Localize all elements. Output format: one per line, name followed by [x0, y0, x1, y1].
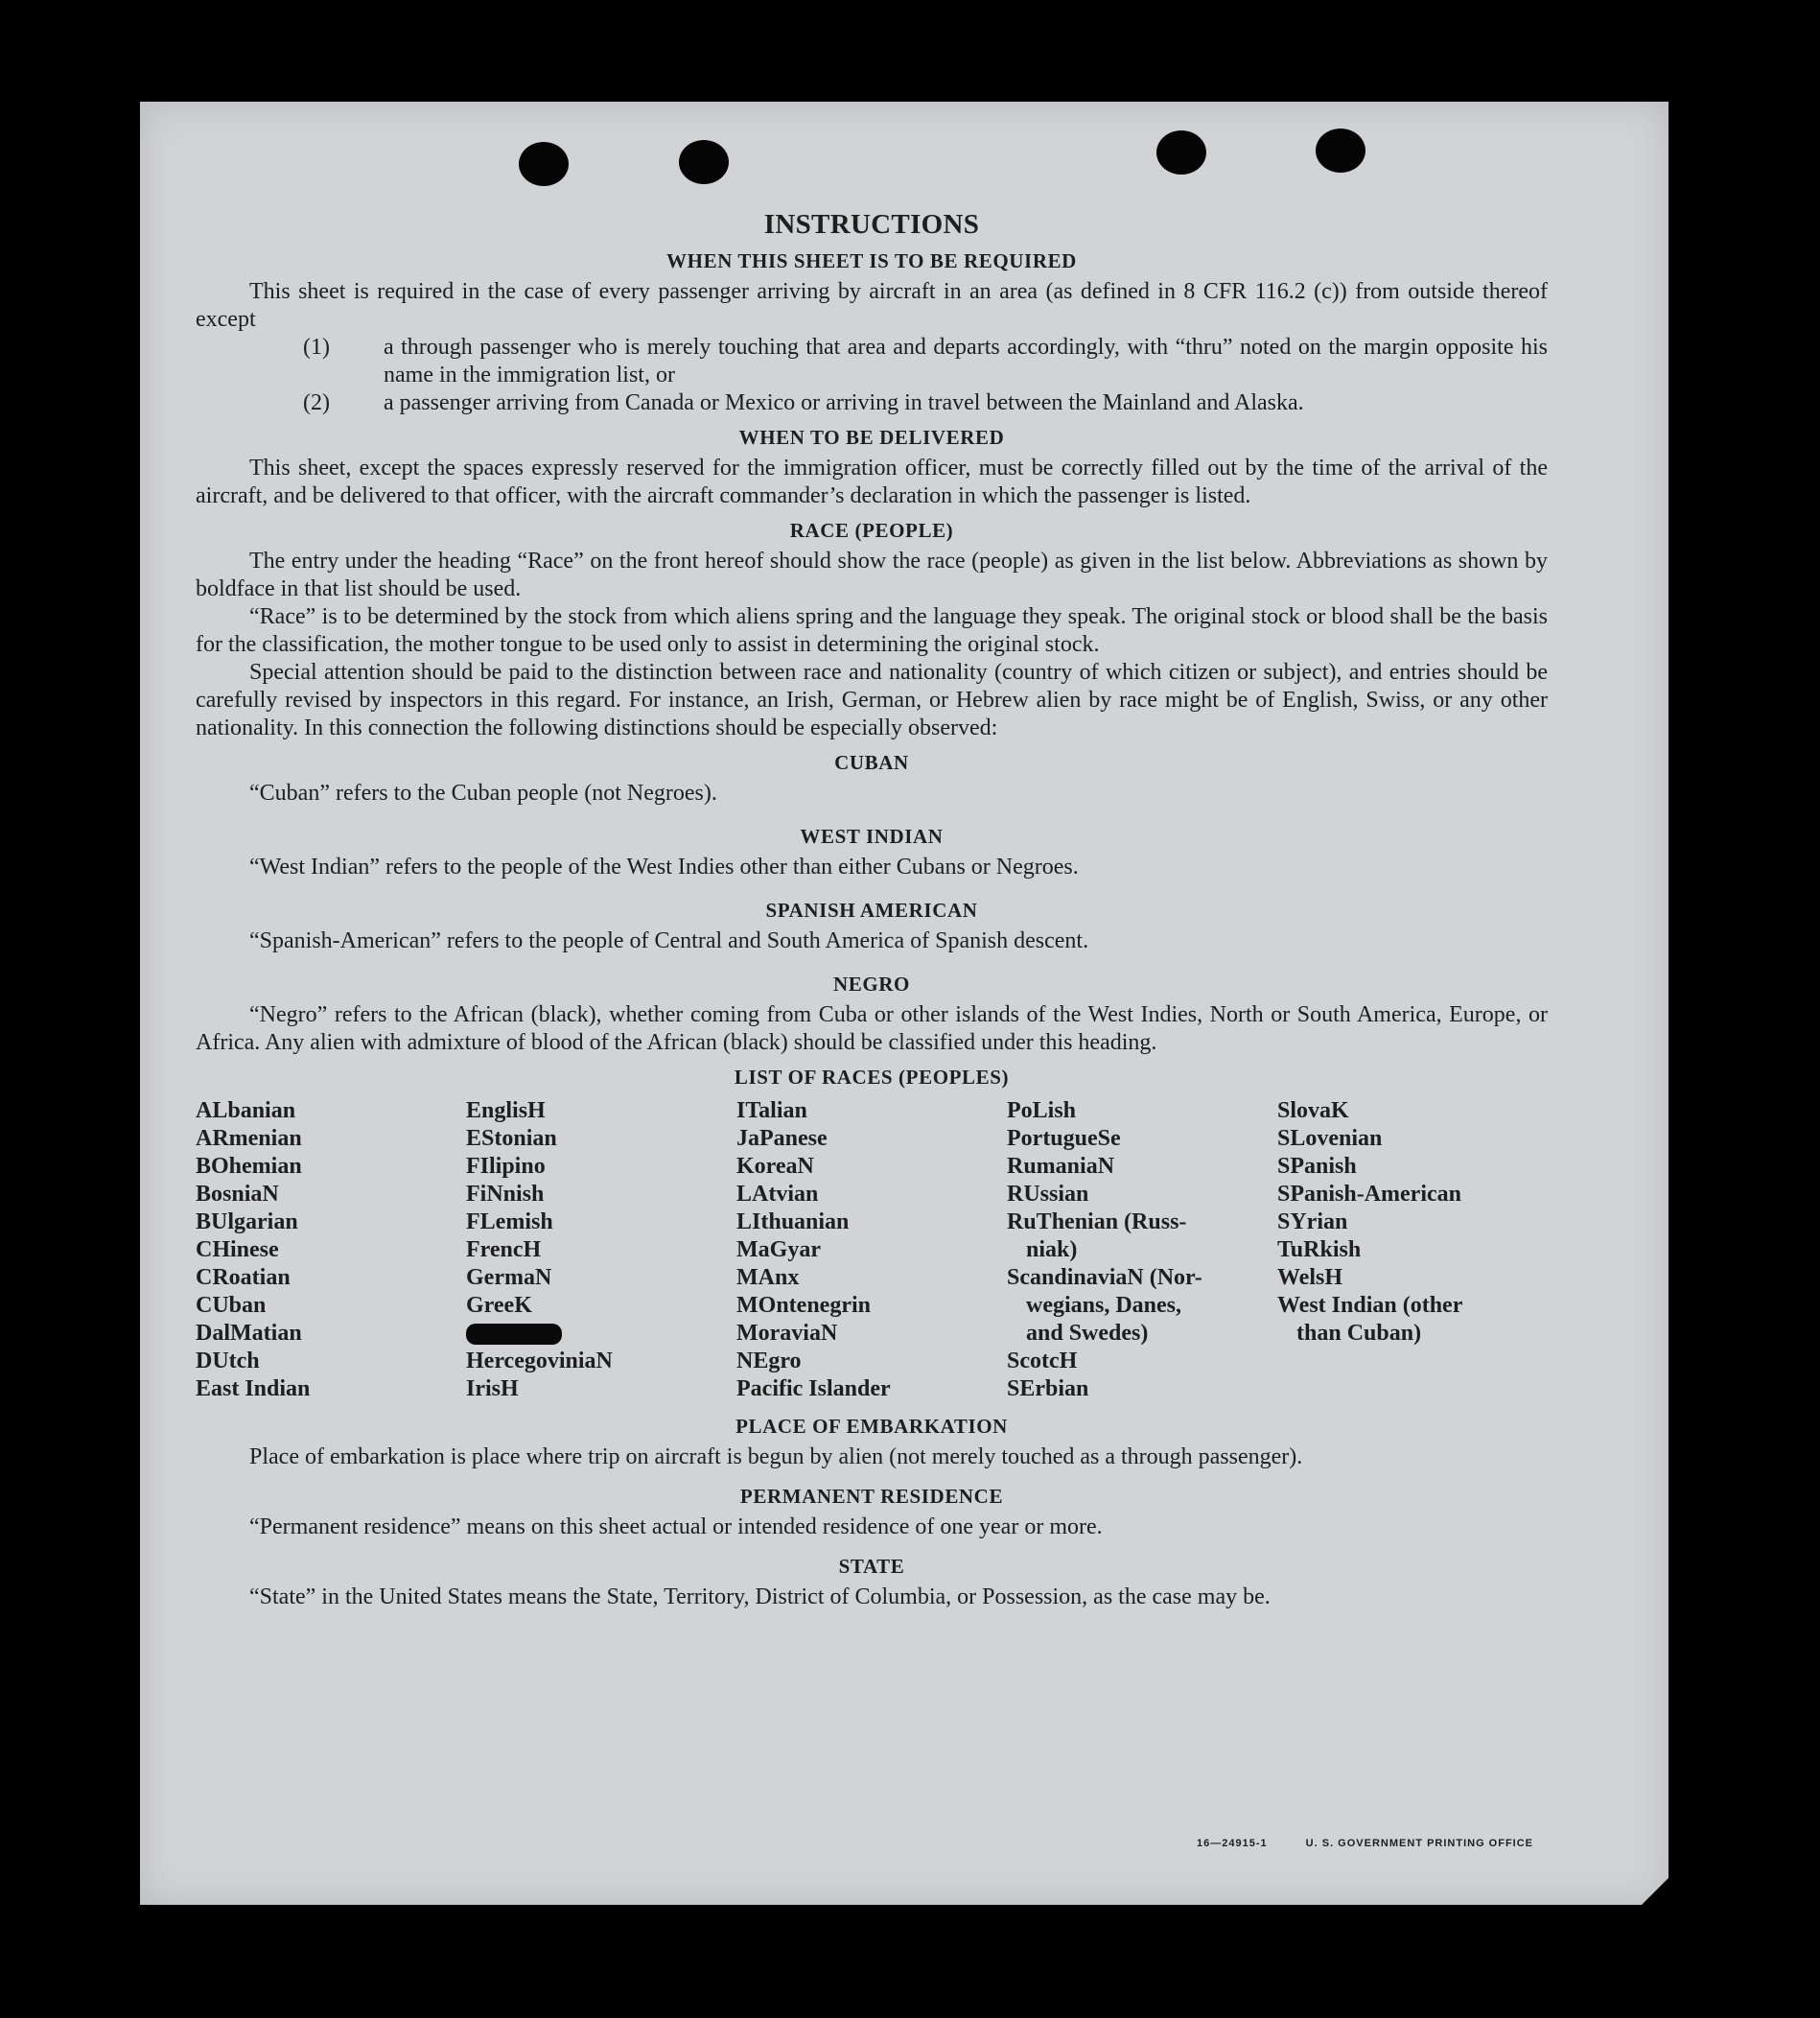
race-entry: CUban: [196, 1293, 267, 1318]
redacted-entry: [466, 1320, 736, 1348]
section-heading: WHEN TO BE DELIVERED: [738, 426, 1005, 449]
paragraph: “Race” is to be determined by the stock from which aliens spring and the language they speak. The original stock or blood shall be the basis for the classification, the mother tongue to be used only to assist in determining the original stock.: [196, 604, 1548, 657]
race-entry: than Cuban): [1296, 1321, 1422, 1346]
race-entry: Pacific Islander: [736, 1376, 891, 1401]
form-number: 16—24915-1: [1197, 1838, 1268, 1849]
punch-hole: [1316, 129, 1365, 173]
punch-hole: [1156, 130, 1206, 175]
race-column: [736, 1097, 1007, 1403]
race-entry: SYrian: [1277, 1209, 1348, 1234]
race-entry: RuThenian (Russ-: [1007, 1209, 1187, 1234]
race-entry: IrisH: [466, 1376, 519, 1401]
item-number: (1): [303, 335, 330, 360]
race-entry: FIlipino: [466, 1154, 546, 1179]
redaction-mark: [466, 1324, 562, 1345]
paragraph: This sheet, except the spaces expressly reserved for the immigration officer, must be correctly filled out by the time of the arrival of the aircraft, and be delivered to that officer, with the aircraft commander’s declaration in which the passenger is listed.: [196, 456, 1548, 508]
page-title: INSTRUCTIONS: [763, 209, 980, 240]
paragraph: “Permanent residence” means on this sheet actual or intended residence of one year or more.: [249, 1514, 1103, 1539]
race-entry: BOhemian: [196, 1154, 302, 1179]
paragraph: Place of embarkation is place where trip on aircraft is begun by alien (not merely touched as a through passenger).: [249, 1444, 1303, 1469]
race-column: [1007, 1097, 1277, 1403]
race-entry: PortugueSe: [1007, 1126, 1121, 1151]
race-entry: MoraviaN: [736, 1321, 838, 1346]
race-entry: and Swedes): [1026, 1321, 1149, 1346]
document-page: [140, 102, 1668, 1905]
instructions-body: [196, 209, 1548, 1611]
race-entry: MaGyar: [736, 1237, 821, 1262]
race-entry: TuRkish: [1277, 1237, 1362, 1262]
race-column: [1277, 1097, 1548, 1403]
item-number: (2): [303, 390, 330, 415]
section-heading: WEST INDIAN: [800, 825, 944, 848]
race-entry: niak): [1026, 1237, 1078, 1262]
race-entry: CRoatian: [196, 1265, 291, 1290]
list-item: [303, 334, 1548, 389]
printer-name: U. S. GOVERNMENT PRINTING OFFICE: [1305, 1838, 1534, 1849]
section-heading: NEGRO: [832, 973, 910, 996]
race-column: [466, 1097, 736, 1403]
race-entry: BUlgarian: [196, 1209, 298, 1234]
paragraph: “Spanish-American” refers to the people of Central and South America of Spanish descent.: [249, 928, 1089, 953]
printer-imprint: [1197, 1838, 1533, 1849]
paragraph: “Negro” refers to the African (black), whether coming from Cuba or other islands of the West Indies, North or South America, Europe, or Africa. Any alien with admixture of blood of the African (black) should be classified under this heading.: [196, 1002, 1548, 1055]
race-column: [196, 1097, 466, 1403]
race-entry: ITalian: [736, 1098, 807, 1123]
race-entry: MOntenegrin: [736, 1293, 871, 1318]
race-entry: GreeK: [466, 1293, 532, 1318]
race-entry: EStonian: [466, 1126, 557, 1151]
race-entry: DUtch: [196, 1349, 260, 1373]
paragraph: Special attention should be paid to the distinction between race and nationality (country of which citizen or subject), and entries should be carefully revised by inspectors in this regard. For instance, an Irish, German, or Hebrew alien by race might be of English, Swiss, or any other nationality. In this connection the following distinctions should be especially observed:: [196, 660, 1548, 740]
race-entry: BosniaN: [196, 1182, 279, 1207]
race-entry: FLemish: [466, 1209, 553, 1234]
section-heading: PERMANENT RESIDENCE: [739, 1485, 1004, 1508]
paragraph: “State” in the United States means the State, Territory, District of Columbia, or Possession, as the case may be.: [249, 1584, 1271, 1609]
race-entry: ScotcH: [1007, 1349, 1078, 1373]
race-entry: GermaN: [466, 1265, 552, 1290]
race-entry: KoreaN: [736, 1154, 814, 1179]
race-entry: West Indian (other: [1277, 1293, 1463, 1318]
race-entry: CHinese: [196, 1237, 279, 1262]
race-entry: SlovaK: [1277, 1098, 1349, 1123]
race-entry: MAnx: [736, 1265, 800, 1290]
item-text: a passenger arriving from Canada or Mexico or arriving in travel between the Mainland and Alaska.: [384, 390, 1304, 415]
section-heading: RACE (PEOPLE): [789, 519, 954, 542]
punch-hole: [519, 142, 569, 186]
race-entry: East Indian: [196, 1376, 311, 1401]
folded-corner: [1642, 1878, 1668, 1905]
race-entry: FiNnish: [466, 1182, 545, 1207]
race-entry: FrencH: [466, 1237, 542, 1262]
section-heading: LIST OF RACES (PEOPLES): [734, 1066, 1010, 1089]
paragraph: The entry under the heading “Race” on the front hereof should show the race (people) as given in the list below. Abbreviations as shown by boldface in that list should be used.: [196, 549, 1548, 601]
race-entry: LIthuanian: [736, 1209, 850, 1234]
race-entry: ScandinaviaN (Nor-: [1007, 1265, 1202, 1290]
race-entry: wegians, Danes,: [1026, 1293, 1182, 1318]
section-heading: CUBAN: [834, 751, 909, 774]
race-entry: ARmenian: [196, 1126, 302, 1151]
race-entry: NEgro: [736, 1349, 802, 1373]
race-entry: RUssian: [1007, 1182, 1089, 1207]
race-entry: PoLish: [1007, 1098, 1077, 1123]
section-heading: STATE: [838, 1555, 905, 1578]
race-entry: SErbian: [1007, 1376, 1089, 1401]
race-entry: ALbanian: [196, 1098, 296, 1123]
race-entry: DalMatian: [196, 1321, 302, 1346]
race-entry: SLovenian: [1277, 1126, 1383, 1151]
race-entry: SPanish-American: [1277, 1182, 1461, 1207]
race-entry: WelsH: [1277, 1265, 1343, 1290]
race-entry: JaPanese: [736, 1126, 828, 1151]
section-heading: WHEN THIS SHEET IS TO BE REQUIRED: [666, 249, 1077, 272]
section-heading: PLACE OF EMBARKATION: [735, 1415, 1008, 1438]
paragraph: “West Indian” refers to the people of the West Indies other than either Cubans or Negroes.: [249, 855, 1079, 880]
paragraph: This sheet is required in the case of every passenger arriving by aircraft in an area (as defined in 8 CFR 116.2 (c)) from outside thereof except: [196, 279, 1548, 332]
race-entry: SPanish: [1277, 1154, 1357, 1179]
item-text: a through passenger who is merely touching that area and departs accordingly, with “thru” noted on the margin opposite his name in the immigration list, or: [384, 335, 1548, 387]
race-entry: LAtvian: [736, 1182, 819, 1207]
race-entry: EnglisH: [466, 1098, 546, 1123]
race-entry: RumaniaN: [1007, 1154, 1115, 1179]
race-list: [196, 1097, 1548, 1403]
section-heading: SPANISH AMERICAN: [765, 899, 978, 922]
punch-hole: [679, 140, 729, 184]
list-item: [303, 389, 1548, 417]
race-entry: HercegoviniaN: [466, 1349, 613, 1373]
paragraph: “Cuban” refers to the Cuban people (not Negroes).: [249, 781, 717, 806]
